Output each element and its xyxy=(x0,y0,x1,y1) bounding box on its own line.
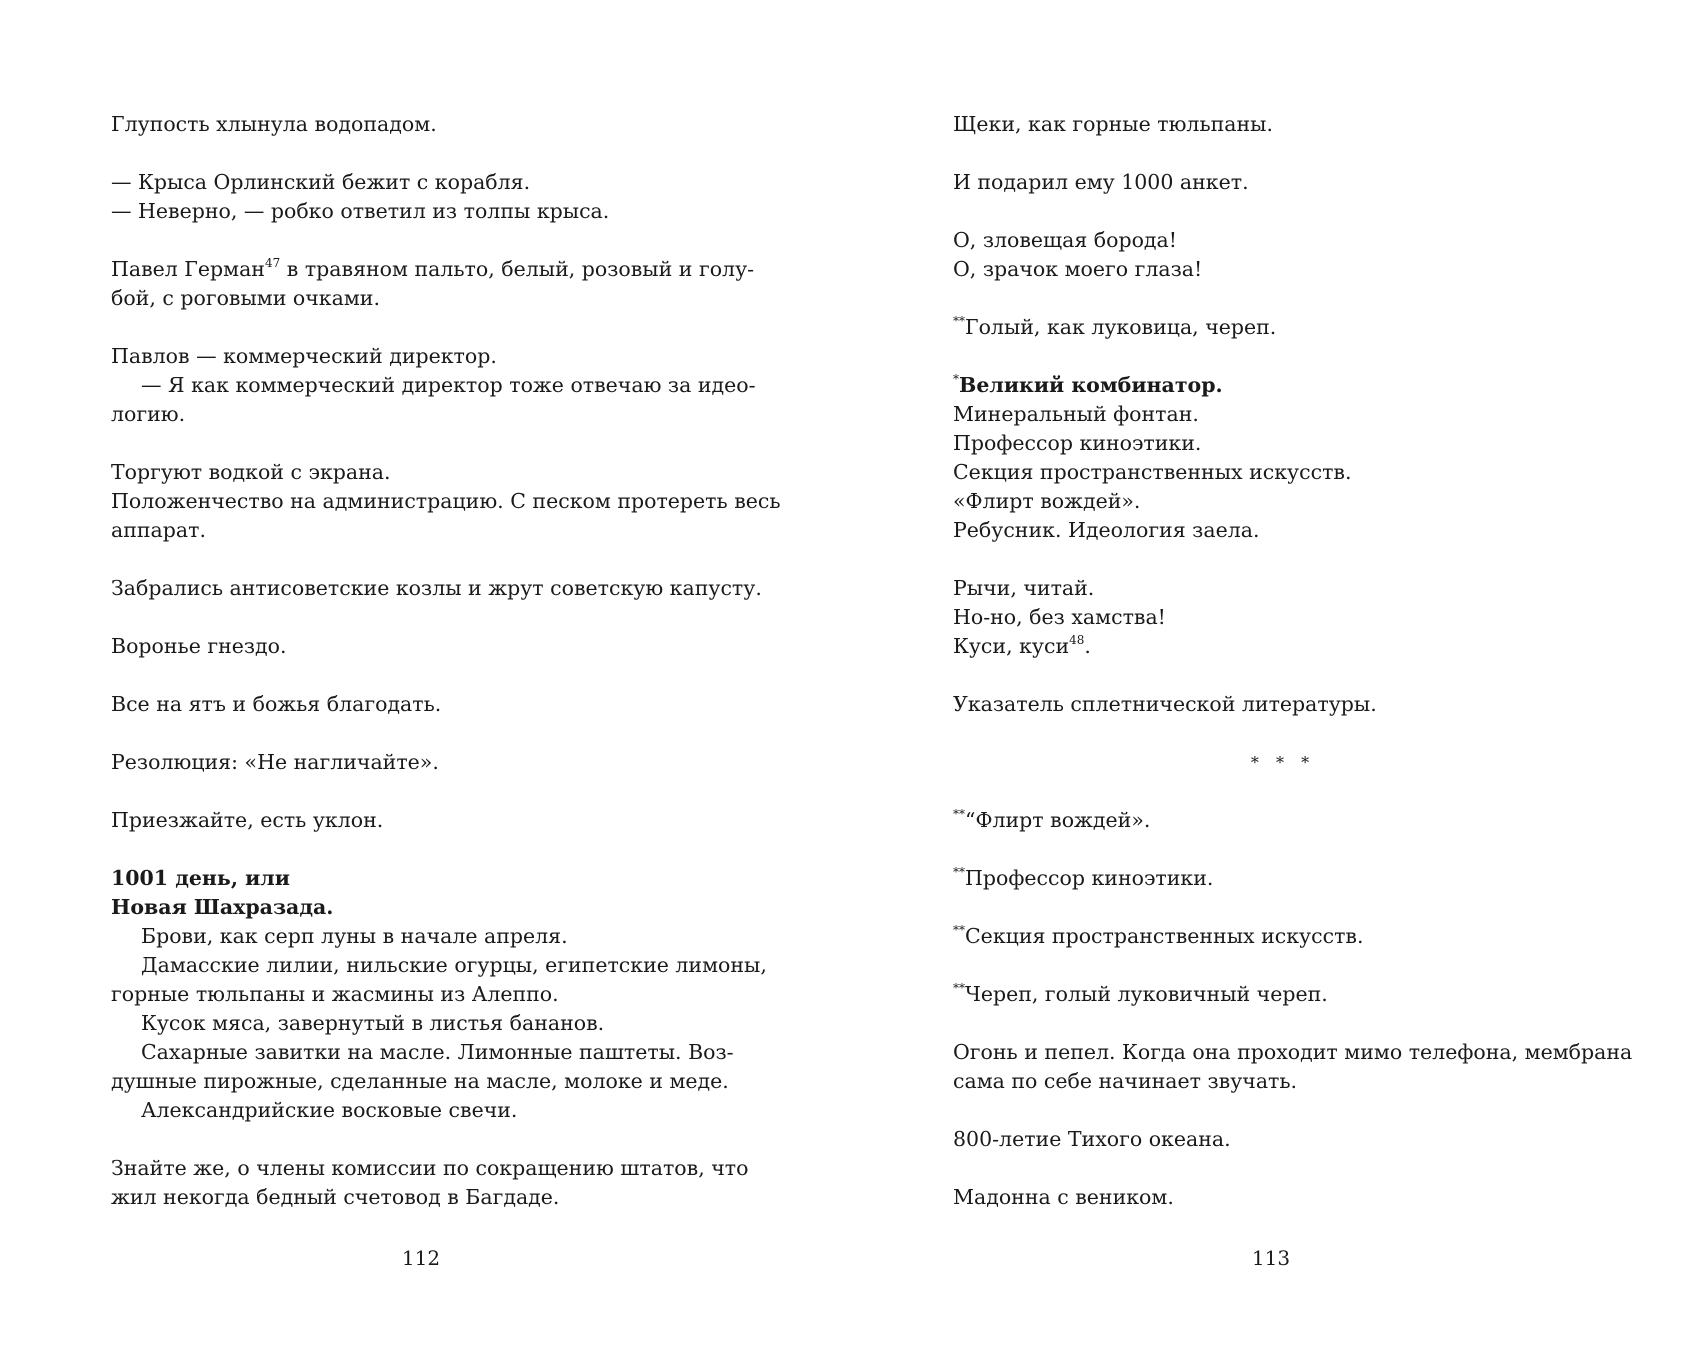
text-line: жил некогда бедный счетовод в Багдаде. xyxy=(111,1185,560,1209)
text-line: Кусок мяса, завернутый в листья бананов. xyxy=(141,1011,605,1035)
text-line: Сахарные завитки на масле. Лимонные паштеты. Воз- xyxy=(141,1040,734,1064)
text-line: Мадонна с веником. xyxy=(953,1185,1174,1209)
section-heading: 1001 день, или xyxy=(111,866,290,890)
text-line: «Флирт вождей». xyxy=(953,489,1141,513)
text-line: горные тюльпаны и жасмины из Алеппо. xyxy=(111,982,559,1006)
text-line: Ребусник. Идеология заела. xyxy=(953,518,1260,542)
text-line xyxy=(111,255,771,284)
text-line: Профессор киноэтики. xyxy=(953,431,1202,455)
text-line: Павлов — коммерческий директор. xyxy=(111,344,497,368)
text-line: Воронье гнездо. xyxy=(111,634,287,658)
annotation-mark: * xyxy=(953,372,959,386)
text-line: Огонь и пепел. Когда она проходит мимо телефона, мембрана xyxy=(953,1040,1633,1064)
annotation-mark: ** xyxy=(953,981,965,995)
text-line: Положенчество на администрацию. С песком протереть весь xyxy=(111,489,781,513)
section-divider: * * * xyxy=(1250,753,1316,772)
text-fragment: Куси, куси xyxy=(953,634,1070,658)
text-line: 800-летие Тихого океана. xyxy=(953,1127,1231,1151)
text-line: Резолюция: «Не нагличайте». xyxy=(111,750,439,774)
page-number: 112 xyxy=(401,1246,441,1270)
text-line: Секция пространственных искусств. xyxy=(953,460,1352,484)
text-fragment: Голый, как луковица, череп. xyxy=(965,315,1277,339)
text-line xyxy=(953,980,1613,1009)
footnote-mark: 48 xyxy=(1069,633,1085,647)
text-fragment: Профессор киноэтики. xyxy=(965,866,1214,890)
text-fragment: Секция пространственных искусств. xyxy=(965,924,1364,948)
text-line: Дамасские лилии, нильские огурцы, египетские лимоны, xyxy=(141,953,767,977)
text-line: Брови, как серп луны в начале апреля. xyxy=(141,924,568,948)
text-line: Все на ятъ и божья благодать. xyxy=(111,692,442,716)
text-line: Приезжайте, есть уклон. xyxy=(111,808,384,832)
text-line: — Крыса Орлинский бежит с корабля. xyxy=(111,170,531,194)
text-line xyxy=(953,632,1613,661)
text-line: душные пирожные, сделанные на масле, молоке и меде. xyxy=(111,1069,729,1093)
text-fragment: Череп, голый луковичный череп. xyxy=(965,982,1328,1006)
text-line: Торгуют водкой с экрана. xyxy=(111,460,391,484)
text-fragment: “Флирт вождей». xyxy=(965,808,1151,832)
section-heading: Великий комбинатор. xyxy=(959,373,1223,397)
text-line: О, зрачок моего глаза! xyxy=(953,257,1203,281)
text-line: И подарил ему 1000 анкет. xyxy=(953,170,1249,194)
text-line: Александрийские восковые свечи. xyxy=(141,1098,518,1122)
text-line: Минеральный фонтан. xyxy=(953,402,1199,426)
text-line: Указатель сплетнической литературы. xyxy=(953,692,1377,716)
text-line: Знайте же, о члены комиссии по сокращению штатов, что xyxy=(111,1156,749,1180)
text-line: Забрались антисоветские козлы и жрут советскую капусту. xyxy=(111,576,762,600)
text-line: Щеки, как горные тюльпаны. xyxy=(953,112,1273,136)
text-line xyxy=(953,371,1613,400)
right-page-text xyxy=(953,110,1633,1212)
left-page-text xyxy=(111,110,781,1212)
text-line: О, зловещая борода! xyxy=(953,228,1178,252)
text-line: Но-но, без хамства! xyxy=(953,605,1166,629)
section-heading: Новая Шахразада. xyxy=(111,895,334,919)
text-line xyxy=(953,806,1613,835)
annotation-mark: ** xyxy=(953,865,965,879)
text-line: — Я как коммерческий директор тоже отвечаю за идео- xyxy=(141,373,756,397)
text-line: логию. xyxy=(111,402,186,426)
page-number: 113 xyxy=(1251,1246,1291,1270)
text-fragment: Павел Герман xyxy=(111,257,265,281)
annotation-mark: ** xyxy=(953,314,965,328)
text-fragment: . xyxy=(1084,634,1091,658)
text-line: Глупость хлынула водопадом. xyxy=(111,112,437,136)
text-line: аппарат. xyxy=(111,518,206,542)
text-line xyxy=(953,313,1613,342)
text-line: сама по себе начинает звучать. xyxy=(953,1069,1298,1093)
annotation-mark: ** xyxy=(953,923,965,937)
text-line xyxy=(953,922,1613,951)
text-line: — Неверно, — робко ответил из толпы крыса. xyxy=(111,199,610,223)
annotation-mark: ** xyxy=(953,807,965,821)
text-fragment: в травяном пальто, белый, розовый и голу- xyxy=(280,257,755,281)
text-line xyxy=(953,864,1613,893)
text-line: Рычи, читай. xyxy=(953,576,1095,600)
footnote-mark: 47 xyxy=(264,256,281,270)
text-line: бой, с роговыми очками. xyxy=(111,286,380,310)
